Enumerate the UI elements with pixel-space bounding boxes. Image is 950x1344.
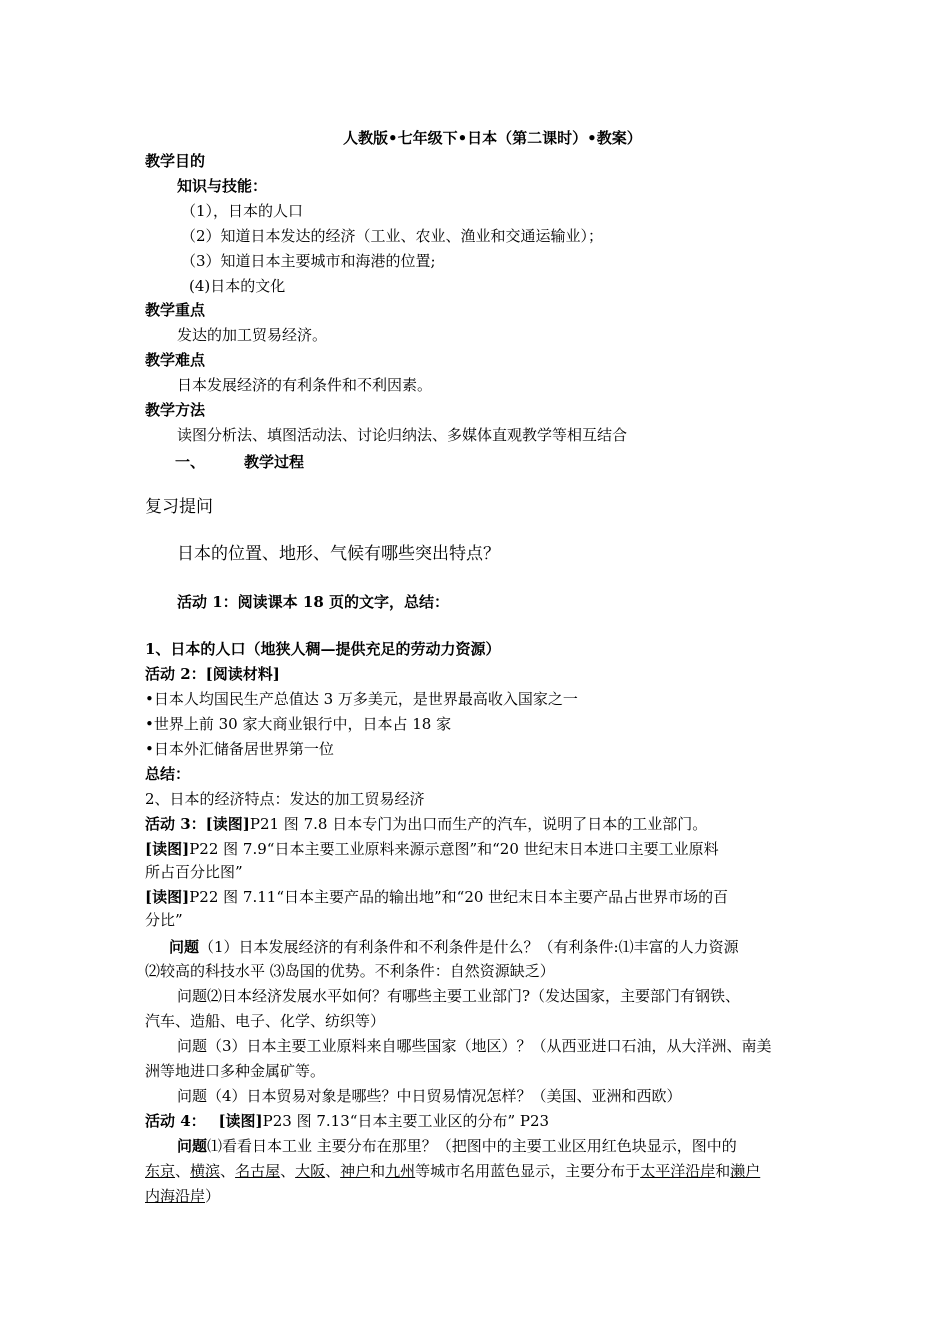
- activity-4-label: 活动 4：: [145, 1112, 206, 1130]
- difficulty-text: 日本发展经济的有利条件和不利因素。: [177, 376, 433, 394]
- difficulty-heading: 教学难点: [145, 351, 206, 369]
- activity-3-text: P21 图 7.8 日本专门为出口而生产的汽车，说明了日本的工业部门。: [249, 815, 708, 833]
- separator: 、: [220, 1162, 236, 1180]
- separator: 、: [325, 1162, 341, 1180]
- objectives-heading: 教学目的: [145, 152, 206, 170]
- city-kobe: 神户: [340, 1162, 371, 1180]
- separator: 、: [280, 1162, 296, 1180]
- separator: 、: [175, 1162, 191, 1180]
- read-map-2-line-a: [145, 887, 728, 907]
- bullet-2: •世界上前 30 家大商业银行中，日本占 18 家: [145, 715, 452, 733]
- question-5-text-a: ⑴看看日本工业 主要分布在那里？（把图中的主要工业区用红色块显示，图中的: [207, 1137, 737, 1155]
- city-nagoya: 名古屋: [235, 1162, 281, 1180]
- question-5-line-b: [145, 1161, 760, 1181]
- summary-label: 总结：: [145, 765, 191, 783]
- read-map-2-text-b: 分比”: [145, 911, 183, 929]
- question-5-label: 问题: [177, 1137, 208, 1155]
- process-number: 一、: [175, 453, 206, 471]
- review-heading: 复习提问: [145, 497, 213, 517]
- question-3-text-a: 问题（3）日本主要工业原料来自哪些国家（地区）？（从西亚进口石油，从大洋洲、南美: [177, 1037, 772, 1055]
- keypoint-heading: 教学重点: [145, 301, 206, 319]
- seto-inland-sea-b: 内海沿岸: [145, 1187, 206, 1205]
- knowledge-heading: 知识与技能：: [177, 177, 268, 195]
- city-osaka: 大阪: [295, 1162, 326, 1180]
- question-5-mid-text: 等城市名用蓝色显示，主要分布于: [415, 1162, 641, 1180]
- activity-4-line: [145, 1111, 549, 1131]
- read-map-1-text-a: P22 图 7.9“日本主要工业原料来源示意图”和“20 世纪末日本进口主要工业原料: [189, 840, 719, 858]
- read-map-2-label: [读图]: [145, 888, 190, 906]
- pacific-coast: 太平洋沿岸: [640, 1162, 716, 1180]
- question-1-text-a: （1）日本发展经济的有利条件和不利条件是什么？（有利条件:⑴丰富的人力资源: [199, 938, 739, 956]
- activity-4-text: P23 图 7.13“日本主要工业区的分布” P23: [262, 1112, 550, 1130]
- read-map-2-text-a: P22 图 7.11“日本主要产品的输出地”和“20 世纪末日本主要产品占世界市场的百: [189, 888, 729, 906]
- city-yokohama: 横滨: [190, 1162, 221, 1180]
- process-heading: 教学过程: [244, 453, 305, 471]
- seto-inland-sea-a: 濑户: [730, 1162, 761, 1180]
- question-4-text: 问题（4）日本贸易对象是哪些？中日贸易情况怎样？（美国、亚洲和西欧）: [177, 1087, 682, 1105]
- question-5-end: ）: [205, 1187, 221, 1205]
- question-2-text-b: 汽车、造船、电子、化学、纺织等）: [145, 1012, 386, 1030]
- objective-4: (4)日本的文化: [189, 277, 286, 295]
- question-1-text-b: ⑵较高的科技水平 ⑶岛国的优势。不利条件：自然资源缺乏）: [145, 962, 555, 980]
- question-1-line-a: [169, 937, 739, 957]
- city-kyushu: 九州: [385, 1162, 416, 1180]
- document-title: 人教版•七年级下•日本（第二课时）•教案）: [343, 129, 642, 147]
- question-5-line-a: [177, 1136, 737, 1156]
- activity-1: 活动 1：阅读课本 18 页的文字，总结：: [177, 593, 449, 611]
- review-question: 日本的位置、地形、气候有哪些突出特点？: [177, 544, 500, 564]
- question-3-text-b: 洲等地进口多种金属矿等。: [145, 1062, 326, 1080]
- conjunction: 和: [370, 1162, 386, 1180]
- method-heading: 教学方法: [145, 401, 206, 419]
- method-text: 读图分析法、填图活动法、讨论归纳法、多媒体直观教学等相互结合: [177, 426, 628, 444]
- activity-3-label: 活动 3：[读图]: [145, 815, 250, 833]
- bullet-3: •日本外汇储备居世界第一位: [145, 740, 334, 758]
- city-tokyo: 东京: [145, 1162, 176, 1180]
- question-1-label: 问题: [169, 938, 200, 956]
- read-map-1-label: [读图]: [145, 840, 190, 858]
- section-2-heading: 2、日本的经济特点：发达的加工贸易经济: [145, 790, 425, 808]
- bullet-1: •日本人均国民生产总值达 3 万多美元，是世界最高收入国家之一: [145, 690, 578, 708]
- question-2-text-a: 问题⑵日本经济发展水平如何？有哪些主要工业部门?（发达国家，主要部门有钢铁、: [177, 987, 741, 1005]
- objective-3: （3）知道日本主要城市和海港的位置;: [181, 252, 436, 270]
- question-5-line-c: [145, 1186, 220, 1206]
- activity-3-line: [145, 814, 707, 834]
- activity-2: 活动 2：[阅读材料]: [145, 665, 280, 683]
- activity-4-read-label: [读图]: [218, 1112, 263, 1130]
- keypoint-text: 发达的加工贸易经济。: [177, 326, 328, 344]
- section-1-heading: 1、日本的人口（地狭人稠—提供充足的劳动力资源）: [145, 640, 501, 658]
- read-map-1-line-a: [145, 839, 719, 859]
- conjunction: 和: [715, 1162, 731, 1180]
- objective-1: （1），日本的人口: [181, 202, 304, 220]
- read-map-1-text-b: 所占百分比图”: [145, 863, 243, 881]
- objective-2: （2）知道日本发达的经济（工业、农业、渔业和交通运输业）；: [181, 227, 604, 245]
